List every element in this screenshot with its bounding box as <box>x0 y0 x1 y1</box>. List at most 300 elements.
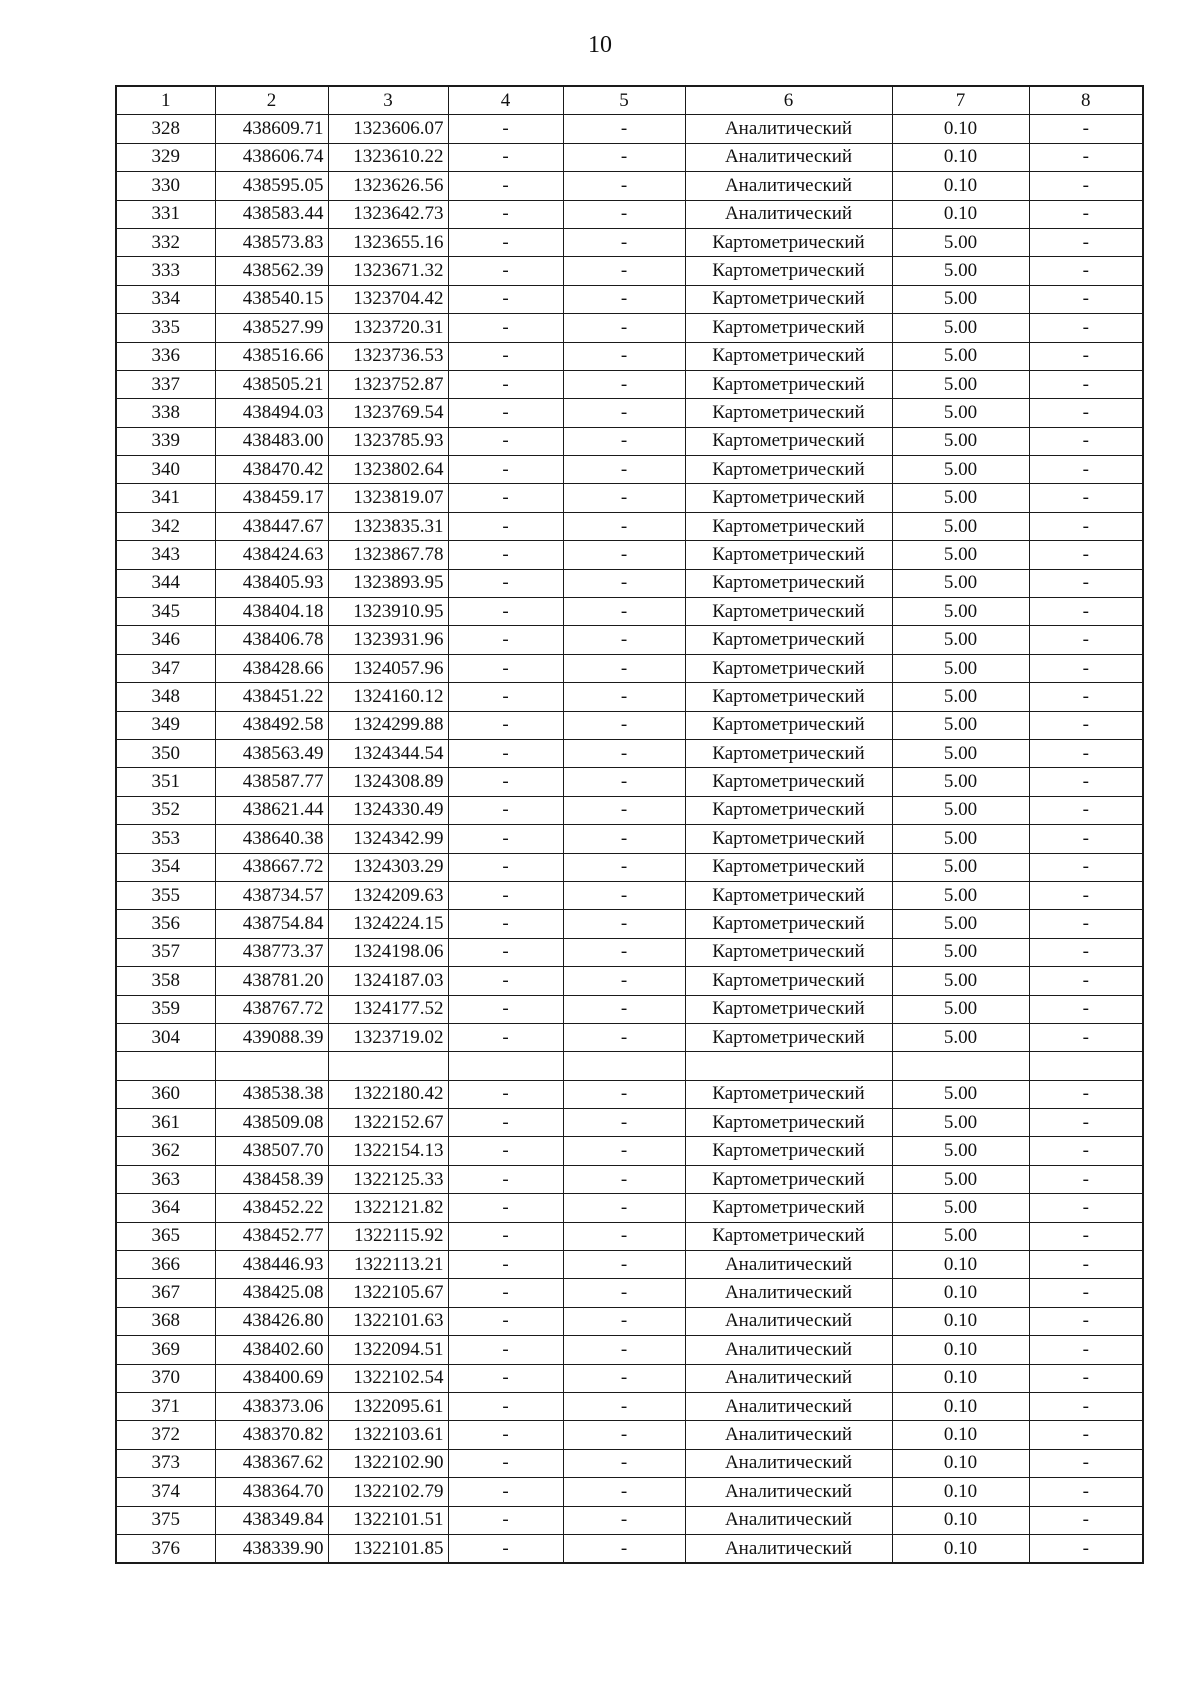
coord-x-cell: 438509.08 <box>215 1109 328 1137</box>
point-number-cell: 358 <box>116 967 215 995</box>
accuracy-cell: 5.00 <box>892 1194 1029 1222</box>
col-4-value-cell: - <box>448 1023 563 1051</box>
accuracy-cell: 5.00 <box>892 768 1029 796</box>
col-5-value-cell: - <box>563 228 685 256</box>
accuracy-cell: 5.00 <box>892 995 1029 1023</box>
coord-x-cell: 438734.57 <box>215 881 328 909</box>
method-cell: Картометрический <box>685 796 892 824</box>
coord-x-cell: 438621.44 <box>215 796 328 824</box>
point-number-cell: 359 <box>116 995 215 1023</box>
col-5-value-cell: - <box>563 711 685 739</box>
table-row <box>116 1307 1143 1335</box>
accuracy-cell: 0.10 <box>892 172 1029 200</box>
coord-y-cell: 1323704.42 <box>328 285 448 313</box>
accuracy-cell: 5.00 <box>892 399 1029 427</box>
method-cell: Аналитический <box>685 143 892 171</box>
col-4-value-cell: - <box>448 1165 563 1193</box>
accuracy-cell: 5.00 <box>892 881 1029 909</box>
col-4-value-cell: - <box>448 910 563 938</box>
table-row <box>116 598 1143 626</box>
table-row <box>116 427 1143 455</box>
col-5-value-cell: - <box>563 910 685 938</box>
coord-x-cell: 438516.66 <box>215 342 328 370</box>
point-number-cell: 355 <box>116 881 215 909</box>
col-5-value-cell: - <box>563 967 685 995</box>
point-number-cell: 352 <box>116 796 215 824</box>
accuracy-cell: 5.00 <box>892 285 1029 313</box>
point-number-cell: 337 <box>116 370 215 398</box>
accuracy-cell: 5.00 <box>892 711 1029 739</box>
coord-y-cell: 1324057.96 <box>328 654 448 682</box>
point-number-cell: 365 <box>116 1222 215 1250</box>
col-5-value-cell: - <box>563 200 685 228</box>
point-number-cell: 338 <box>116 399 215 427</box>
col-8-value-cell: - <box>1029 456 1143 484</box>
method-cell: Картометрический <box>685 881 892 909</box>
accuracy-cell: 0.10 <box>892 1392 1029 1420</box>
accuracy-cell <box>892 1052 1029 1080</box>
table-row <box>116 115 1143 143</box>
col-5-value-cell: - <box>563 1478 685 1506</box>
col-5-value-cell: - <box>563 739 685 767</box>
col-8-value-cell: - <box>1029 484 1143 512</box>
table-row <box>116 1534 1143 1563</box>
point-number-cell: 336 <box>116 342 215 370</box>
point-number-cell: 340 <box>116 456 215 484</box>
col-8-value-cell: - <box>1029 1392 1143 1420</box>
coord-y-cell: 1323610.22 <box>328 143 448 171</box>
method-cell: Картометрический <box>685 314 892 342</box>
col-8-value-cell: - <box>1029 1194 1143 1222</box>
coord-y-cell: 1323655.16 <box>328 228 448 256</box>
col-4-value-cell: - <box>448 370 563 398</box>
col-8-value-cell <box>1029 1052 1143 1080</box>
coord-y-cell: 1323910.95 <box>328 598 448 626</box>
method-cell: Картометрический <box>685 739 892 767</box>
col-8-value-cell: - <box>1029 512 1143 540</box>
col-5-value-cell: - <box>563 1279 685 1307</box>
accuracy-cell: 5.00 <box>892 484 1029 512</box>
method-cell: Картометрический <box>685 399 892 427</box>
col-5-value-cell: - <box>563 1364 685 1392</box>
col-4-value-cell: - <box>448 1364 563 1392</box>
col-5-value-cell: - <box>563 598 685 626</box>
coord-x-cell: 438507.70 <box>215 1137 328 1165</box>
coord-y-cell: 1324303.29 <box>328 853 448 881</box>
coord-x-cell: 438446.93 <box>215 1251 328 1279</box>
column-header: 6 <box>685 86 892 115</box>
accuracy-cell: 5.00 <box>892 342 1029 370</box>
col-5-value-cell: - <box>563 512 685 540</box>
coord-y-cell: 1324308.89 <box>328 768 448 796</box>
coord-y-cell: 1323606.07 <box>328 115 448 143</box>
method-cell: Аналитический <box>685 1392 892 1420</box>
col-8-value-cell: - <box>1029 1478 1143 1506</box>
accuracy-cell: 0.10 <box>892 1421 1029 1449</box>
table-row <box>116 683 1143 711</box>
coord-y-cell: 1322113.21 <box>328 1251 448 1279</box>
table-row <box>116 1392 1143 1420</box>
col-4-value-cell: - <box>448 967 563 995</box>
method-cell: Картометрический <box>685 285 892 313</box>
method-cell: Аналитический <box>685 1279 892 1307</box>
col-5-value-cell: - <box>563 626 685 654</box>
table-row <box>116 1449 1143 1477</box>
method-cell: Картометрический <box>685 825 892 853</box>
col-8-value-cell: - <box>1029 1506 1143 1534</box>
accuracy-cell: 0.10 <box>892 115 1029 143</box>
col-4-value-cell: - <box>448 1222 563 1250</box>
accuracy-cell: 0.10 <box>892 143 1029 171</box>
accuracy-cell: 5.00 <box>892 370 1029 398</box>
method-cell: Картометрический <box>685 512 892 540</box>
point-number-cell: 370 <box>116 1364 215 1392</box>
point-number-cell: 347 <box>116 654 215 682</box>
coord-y-cell: 1322103.61 <box>328 1421 448 1449</box>
col-5-value-cell: - <box>563 881 685 909</box>
method-cell: Картометрический <box>685 257 892 285</box>
coord-x-cell: 438563.49 <box>215 739 328 767</box>
col-4-value-cell: - <box>448 825 563 853</box>
point-number-cell: 345 <box>116 598 215 626</box>
column-header: 4 <box>448 86 563 115</box>
col-8-value-cell: - <box>1029 825 1143 853</box>
col-5-value-cell: - <box>563 938 685 966</box>
coord-x-cell: 438573.83 <box>215 228 328 256</box>
coord-y-cell: 1324177.52 <box>328 995 448 1023</box>
point-number-cell: 376 <box>116 1534 215 1563</box>
col-5-value-cell: - <box>563 853 685 881</box>
method-cell: Картометрический <box>685 456 892 484</box>
method-cell: Аналитический <box>685 1364 892 1392</box>
col-8-value-cell: - <box>1029 768 1143 796</box>
table-row <box>116 825 1143 853</box>
coord-x-cell: 438494.03 <box>215 399 328 427</box>
coord-x-cell <box>215 1052 328 1080</box>
point-number-cell: 374 <box>116 1478 215 1506</box>
method-cell: Картометрический <box>685 967 892 995</box>
table-row <box>116 484 1143 512</box>
col-4-value-cell: - <box>448 626 563 654</box>
table-row <box>116 1052 1143 1080</box>
coord-x-cell: 438458.39 <box>215 1165 328 1193</box>
coord-x-cell: 438426.80 <box>215 1307 328 1335</box>
col-8-value-cell: - <box>1029 569 1143 597</box>
point-number-cell: 372 <box>116 1421 215 1449</box>
table-row <box>116 541 1143 569</box>
accuracy-cell: 5.00 <box>892 1137 1029 1165</box>
coord-x-cell: 438367.62 <box>215 1449 328 1477</box>
col-4-value-cell: - <box>448 1449 563 1477</box>
coord-y-cell: 1324198.06 <box>328 938 448 966</box>
column-header: 5 <box>563 86 685 115</box>
coord-x-cell: 438667.72 <box>215 853 328 881</box>
col-4-value-cell: - <box>448 654 563 682</box>
col-5-value-cell: - <box>563 427 685 455</box>
col-8-value-cell: - <box>1029 654 1143 682</box>
col-5-value-cell: - <box>563 995 685 1023</box>
col-4-value-cell: - <box>448 853 563 881</box>
column-header: 7 <box>892 86 1029 115</box>
col-4-value-cell: - <box>448 427 563 455</box>
coord-x-cell: 438606.74 <box>215 143 328 171</box>
col-4-value-cell: - <box>448 456 563 484</box>
coord-x-cell: 438425.08 <box>215 1279 328 1307</box>
table-row <box>116 1364 1143 1392</box>
coord-y-cell: 1323626.56 <box>328 172 448 200</box>
coord-y-cell: 1324187.03 <box>328 967 448 995</box>
coord-y-cell: 1322125.33 <box>328 1165 448 1193</box>
col-8-value-cell: - <box>1029 172 1143 200</box>
accuracy-cell: 5.00 <box>892 228 1029 256</box>
coord-x-cell: 438492.58 <box>215 711 328 739</box>
method-cell: Аналитический <box>685 1534 892 1563</box>
col-8-value-cell: - <box>1029 938 1143 966</box>
col-8-value-cell: - <box>1029 115 1143 143</box>
col-5-value-cell: - <box>563 257 685 285</box>
coord-y-cell: 1323736.53 <box>328 342 448 370</box>
table-body <box>116 115 1143 1563</box>
col-5-value-cell: - <box>563 1421 685 1449</box>
col-5-value-cell: - <box>563 796 685 824</box>
col-4-value-cell: - <box>448 257 563 285</box>
col-8-value-cell: - <box>1029 1080 1143 1108</box>
point-number-cell: 367 <box>116 1279 215 1307</box>
method-cell: Картометрический <box>685 484 892 512</box>
coord-y-cell: 1323802.64 <box>328 456 448 484</box>
col-5-value-cell: - <box>563 1251 685 1279</box>
method-cell: Картометрический <box>685 654 892 682</box>
method-cell: Картометрический <box>685 1137 892 1165</box>
col-4-value-cell: - <box>448 938 563 966</box>
coord-y-cell: 1322121.82 <box>328 1194 448 1222</box>
table-row <box>116 1279 1143 1307</box>
table-row <box>116 1478 1143 1506</box>
accuracy-cell: 5.00 <box>892 512 1029 540</box>
point-number-cell: 329 <box>116 143 215 171</box>
col-4-value-cell: - <box>448 881 563 909</box>
col-4-value-cell: - <box>448 314 563 342</box>
col-5-value-cell: - <box>563 484 685 512</box>
col-8-value-cell: - <box>1029 995 1143 1023</box>
accuracy-cell: 5.00 <box>892 257 1029 285</box>
coord-x-cell: 438754.84 <box>215 910 328 938</box>
col-8-value-cell: - <box>1029 1137 1143 1165</box>
method-cell: Картометрический <box>685 853 892 881</box>
accuracy-cell: 0.10 <box>892 1336 1029 1364</box>
col-4-value-cell: - <box>448 995 563 1023</box>
col-8-value-cell: - <box>1029 1222 1143 1250</box>
col-8-value-cell: - <box>1029 683 1143 711</box>
method-cell: Картометрический <box>685 1165 892 1193</box>
point-number-cell: 361 <box>116 1109 215 1137</box>
coord-x-cell: 438527.99 <box>215 314 328 342</box>
point-number-cell: 349 <box>116 711 215 739</box>
point-number-cell: 339 <box>116 427 215 455</box>
coord-y-cell: 1324344.54 <box>328 739 448 767</box>
accuracy-cell: 0.10 <box>892 1534 1029 1563</box>
coord-x-cell: 438773.37 <box>215 938 328 966</box>
col-4-value-cell: - <box>448 796 563 824</box>
method-cell: Аналитический <box>685 1336 892 1364</box>
method-cell: Картометрический <box>685 1194 892 1222</box>
col-4-value-cell: - <box>448 143 563 171</box>
point-number-cell: 333 <box>116 257 215 285</box>
point-number-cell: 366 <box>116 1251 215 1279</box>
method-cell: Картометрический <box>685 626 892 654</box>
point-number-cell: 375 <box>116 1506 215 1534</box>
coord-y-cell: 1322115.92 <box>328 1222 448 1250</box>
coord-y-cell: 1323720.31 <box>328 314 448 342</box>
point-number-cell: 348 <box>116 683 215 711</box>
coord-x-cell: 438451.22 <box>215 683 328 711</box>
point-number-cell: 350 <box>116 739 215 767</box>
col-4-value-cell: - <box>448 1336 563 1364</box>
coord-x-cell: 438370.82 <box>215 1421 328 1449</box>
col-4-value-cell: - <box>448 285 563 313</box>
coord-y-cell: 1323893.95 <box>328 569 448 597</box>
col-4-value-cell: - <box>448 115 563 143</box>
header-row <box>116 86 1143 115</box>
coord-x-cell: 438470.42 <box>215 456 328 484</box>
col-5-value-cell <box>563 1052 685 1080</box>
accuracy-cell: 0.10 <box>892 1449 1029 1477</box>
point-number-cell: 353 <box>116 825 215 853</box>
accuracy-cell: 5.00 <box>892 910 1029 938</box>
coord-x-cell: 438402.60 <box>215 1336 328 1364</box>
table-row <box>116 1137 1143 1165</box>
coord-x-cell: 438349.84 <box>215 1506 328 1534</box>
col-5-value-cell: - <box>563 1506 685 1534</box>
col-4-value-cell: - <box>448 1251 563 1279</box>
method-cell: Картометрический <box>685 541 892 569</box>
point-number-cell: 331 <box>116 200 215 228</box>
col-4-value-cell: - <box>448 739 563 767</box>
table-row <box>116 342 1143 370</box>
table-row <box>116 995 1143 1023</box>
coord-y-cell: 1323931.96 <box>328 626 448 654</box>
col-4-value-cell: - <box>448 569 563 597</box>
table-row <box>116 967 1143 995</box>
table-row <box>116 172 1143 200</box>
table-row <box>116 569 1143 597</box>
col-5-value-cell: - <box>563 768 685 796</box>
col-4-value-cell: - <box>448 1307 563 1335</box>
coord-y-cell: 1324342.99 <box>328 825 448 853</box>
table-row <box>116 938 1143 966</box>
col-8-value-cell: - <box>1029 143 1143 171</box>
method-cell: Картометрический <box>685 569 892 597</box>
col-8-value-cell: - <box>1029 1251 1143 1279</box>
accuracy-cell: 5.00 <box>892 626 1029 654</box>
table-row <box>116 370 1143 398</box>
coord-x-cell: 438424.63 <box>215 541 328 569</box>
col-5-value-cell: - <box>563 1307 685 1335</box>
col-5-value-cell: - <box>563 541 685 569</box>
coord-y-cell: 1322154.13 <box>328 1137 448 1165</box>
accuracy-cell: 5.00 <box>892 938 1029 966</box>
accuracy-cell: 5.00 <box>892 683 1029 711</box>
point-number-cell: 363 <box>116 1165 215 1193</box>
col-8-value-cell: - <box>1029 910 1143 938</box>
point-number-cell <box>116 1052 215 1080</box>
coord-y-cell: 1322152.67 <box>328 1109 448 1137</box>
point-number-cell: 344 <box>116 569 215 597</box>
table-row <box>116 1336 1143 1364</box>
col-4-value-cell: - <box>448 1279 563 1307</box>
col-8-value-cell: - <box>1029 257 1143 285</box>
col-5-value-cell: - <box>563 285 685 313</box>
coord-x-cell: 438364.70 <box>215 1478 328 1506</box>
method-cell: Картометрический <box>685 995 892 1023</box>
col-8-value-cell: - <box>1029 1307 1143 1335</box>
col-4-value-cell: - <box>448 1421 563 1449</box>
col-4-value-cell: - <box>448 172 563 200</box>
accuracy-cell: 0.10 <box>892 200 1029 228</box>
coord-y-cell: 1324224.15 <box>328 910 448 938</box>
coord-x-cell: 438404.18 <box>215 598 328 626</box>
point-number-cell: 357 <box>116 938 215 966</box>
method-cell: Аналитический <box>685 1421 892 1449</box>
accuracy-cell: 5.00 <box>892 541 1029 569</box>
table-row <box>116 1109 1143 1137</box>
table-header <box>116 86 1143 115</box>
col-8-value-cell: - <box>1029 1279 1143 1307</box>
coord-x-cell: 438373.06 <box>215 1392 328 1420</box>
coord-y-cell: 1323835.31 <box>328 512 448 540</box>
col-4-value-cell: - <box>448 512 563 540</box>
col-8-value-cell: - <box>1029 598 1143 626</box>
col-5-value-cell: - <box>563 1194 685 1222</box>
col-5-value-cell: - <box>563 1222 685 1250</box>
col-5-value-cell: - <box>563 1137 685 1165</box>
method-cell: Картометрический <box>685 342 892 370</box>
coord-y-cell: 1322102.54 <box>328 1364 448 1392</box>
point-number-cell: 364 <box>116 1194 215 1222</box>
col-5-value-cell: - <box>563 370 685 398</box>
table-row <box>116 711 1143 739</box>
table-row <box>116 796 1143 824</box>
col-5-value-cell: - <box>563 143 685 171</box>
col-8-value-cell: - <box>1029 427 1143 455</box>
table-row <box>116 285 1143 313</box>
table-row <box>116 1023 1143 1051</box>
col-5-value-cell: - <box>563 115 685 143</box>
col-4-value-cell: - <box>448 1506 563 1534</box>
table-row <box>116 456 1143 484</box>
table-row <box>116 200 1143 228</box>
table-row <box>116 512 1143 540</box>
col-4-value-cell: - <box>448 1478 563 1506</box>
point-number-cell: 371 <box>116 1392 215 1420</box>
table-row <box>116 228 1143 256</box>
accuracy-cell: 5.00 <box>892 654 1029 682</box>
coord-x-cell: 438447.67 <box>215 512 328 540</box>
table-row <box>116 654 1143 682</box>
table-row <box>116 1080 1143 1108</box>
coord-y-cell: 1323819.07 <box>328 484 448 512</box>
col-8-value-cell: - <box>1029 739 1143 767</box>
coord-y-cell: 1322102.90 <box>328 1449 448 1477</box>
table-row <box>116 881 1143 909</box>
coord-y-cell <box>328 1052 448 1080</box>
table-row <box>116 768 1143 796</box>
coord-y-cell: 1322094.51 <box>328 1336 448 1364</box>
coord-y-cell: 1322105.67 <box>328 1279 448 1307</box>
point-number-cell: 351 <box>116 768 215 796</box>
coord-y-cell: 1323671.32 <box>328 257 448 285</box>
point-number-cell: 360 <box>116 1080 215 1108</box>
